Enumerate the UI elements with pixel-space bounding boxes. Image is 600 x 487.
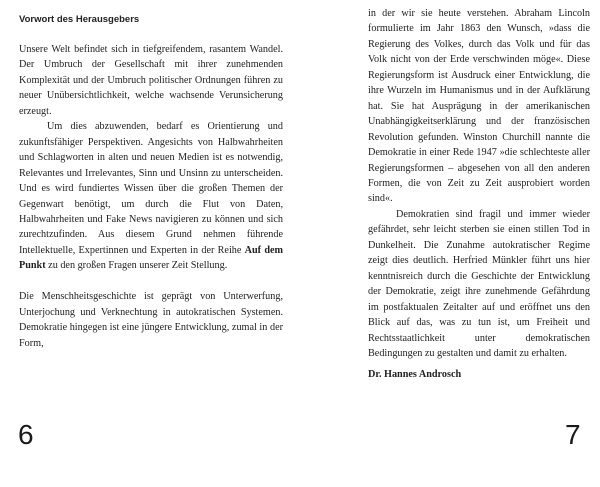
paragraph-3: Die Menschheitsgeschichte ist geprägt von Unterwerfung, Unterjochung und Verknechtung in autokratischen Systemen. Demokratie hingegen ist eine jüngere Entwicklung, zumal in der Form, <box>19 291 283 349</box>
right-page <box>300 0 600 487</box>
left-body-text <box>19 42 283 351</box>
paragraph-2 <box>19 119 283 274</box>
page-number-left: 6 <box>18 419 34 450</box>
foreword-heading: Vorwort des Herausgebers <box>19 14 140 25</box>
paragraph-5: Demokratien sind fragil und immer wieder gefährdet, sehr leicht sterben sie einen stillen Tod in Dunkelheit. Die Zunahme autokratischer Regime zeigt dies deutlich. Herfried Münkler führt uns hier kenntnisreich durch die Geschichte der Entwicklung der Demokratie, zeigt ihre zunehmende Gefährdung im postfaktualen Zeitalter auf und eröffnet uns den Blick auf das, was zu tun ist, um Freiheit und Rechtsstaatlichkeit unter demokratischen Bedingungen zu gestalten und damit zu erhalten. <box>368 208 590 359</box>
paragraph-2-text: Um dies abzuwenden, bedarf es Orientierung und zukunftsfähiger Perspektiven. Angesichts von Halbwahrheiten und Schlagworten in alten und neuen Medien ist es notwendig, Relevantes und Irrelevantes, Sinn und Unsinn zu unterscheiden. Und es wird fundiertes Wissen über die großen Themen der Gegenwart benötigt, um durch die Flut von Daten, Halbwahrheiten und Fake News navigieren zu können und sich zurechtzufinden. Aus diesem Grund nehmen führende Intellektuelle, Expertinnen und Experten in der Reihe <box>19 121 283 256</box>
right-body-text <box>368 6 590 361</box>
paragraph-2-end: zu den großen Fragen unserer Zeit Stellung. <box>45 260 228 272</box>
page-number-right: 7 <box>565 419 581 450</box>
signature: Dr. Hannes Androsch <box>368 369 462 380</box>
paragraph-1: Unsere Welt befindet sich in tiefgreifendem, rasantem Wandel. Der Umbruch der Gesellschaft mit ihrer zunehmenden Komplexität und der Umbruch politischer Ordnungen führen zu neuer Unübersichtlichkeit, welche wachsende Verunsicherung erzeugt. <box>19 44 283 117</box>
paragraph-4: in der wir sie heute verstehen. Abraham Lincoln formulierte im Jahr 1863 den Wunsch, »dass die Regierung des Volkes, durch das Volk und für das Volk nicht von der Erde verschwinden möge«. Diese Regierungsform ist Ausdruck einer Entwicklung, die ihre Wurzeln im Humanismus und in der Aufklärung hat. Sie hat Ausprägung in der amerikanischen Unabhängigkeitserklärung und der französischen Revolution gefunden. Winston Churchill nannte die Demokratie in einer Rede 1947 »die schlechteste aller Regierungsformen – abgesehen von all den anderen Formen, die von Zeit zu Zeit ausprobiert worden sind«. <box>368 8 590 205</box>
series-name: Auf dem Punkt <box>19 244 284 272</box>
